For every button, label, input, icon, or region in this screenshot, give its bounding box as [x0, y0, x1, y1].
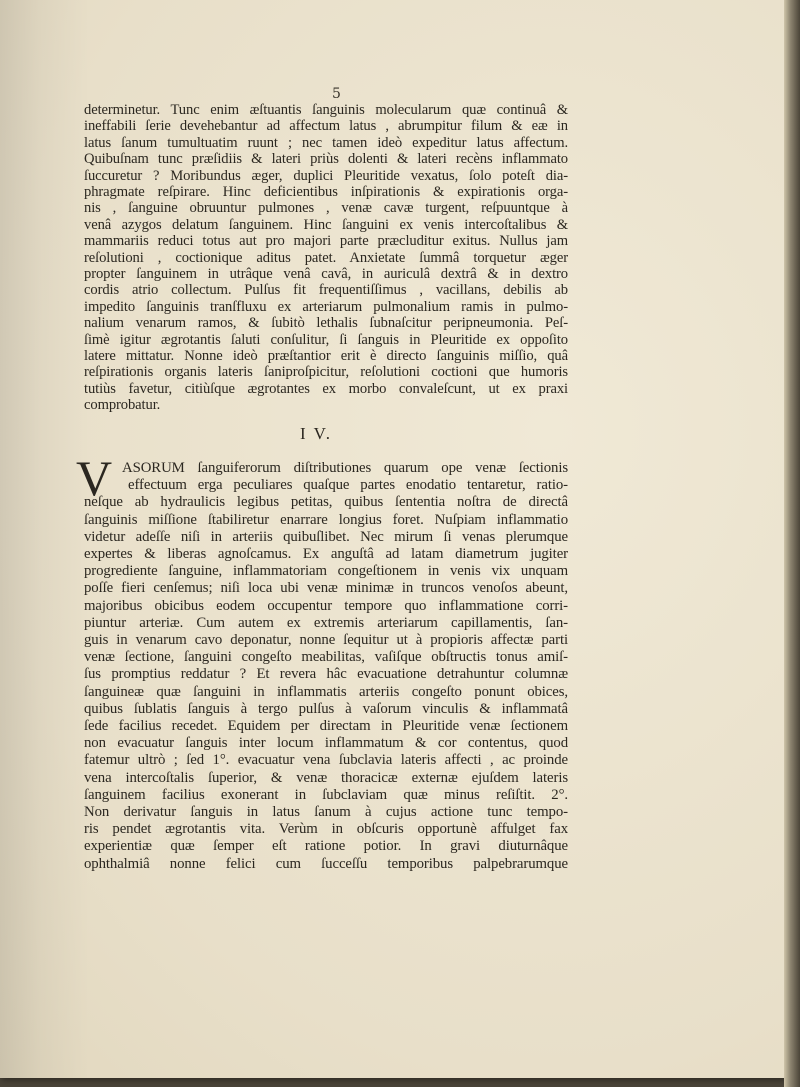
- drop-cap: V: [76, 450, 113, 506]
- text-line: ſanguinem facilius exonerant in ſubclaviam quæ minus reſiſtit. 2°.: [84, 786, 568, 803]
- text-line: ris pendet ægrotantis vita. Verùm in obſcuris opportunè affulget fax: [84, 821, 568, 838]
- text-line: ophthalmiâ nonne felici cum ſucceſſu temporibus palpebrarumque: [84, 855, 568, 872]
- text-line: ſus promptius reddatur ? Et revera hâc evacuatione detrahuntur columnæ: [84, 666, 568, 683]
- text-line: latere mittatur. Nonne ideò præſtantior erit è directo ſanguinis miſſio, quâ: [84, 348, 568, 364]
- text-line: Non derivatur ſanguis in latus ſanum à cujus actione tunc tempo-: [84, 804, 568, 820]
- text-line: ineffabili ſerie devehebantur ad affectum latus , abrumpitur filum & eæ in: [84, 118, 568, 135]
- text-line: nis , ſanguine obruuntur pulmones , venæ cavæ turgent, reſpuuntque à: [84, 200, 568, 217]
- text-line: venâ azygos delatum ſanguinem. Hinc ſanguini ex venis intercoſtalibus &: [84, 216, 568, 233]
- text-line: ſede facilius recedet. Equidem per directam in Pleuritide venæ ſectionem: [84, 718, 568, 734]
- text-line: piuntur arteriæ. Cum autem ex extremis arteriarum capillamentis, ſan-: [84, 614, 568, 631]
- text-line: fatemur ultrò ; ſed 1°. evacuatur vena ſubclavia lateris affecti , ac proinde: [84, 752, 568, 769]
- text-line: poſſe fieri cenſemus; niſi loca ubi venæ minimæ in truncos venoſos abeunt,: [84, 580, 568, 597]
- text-line: tutiùs favetur, citiùſque ægrotantes ex morbo convaleſcunt, ut ex praxi: [84, 380, 568, 397]
- text-line: propter ſanguinem in utrâque venâ cavâ, in auriculâ dextrâ & in dextro: [84, 266, 568, 282]
- text-line: majoribus obicibus eodem occupentur tempore quo inflammatione corri-: [84, 597, 568, 614]
- section-heading: I V.: [300, 424, 332, 443]
- text-line: expertes & liberas agnoſcamus. Ex anguſtâ ad latam diametrum jugiter: [84, 546, 568, 562]
- text-line: cordis atrio collectum. Pulſus fit frequentiſſimus , vacillans, debilis ab: [84, 282, 568, 299]
- text-line: ſuccuretur ? Moribundus æger, duplici Pleuritide vexatus, ſolo poteſt dia-: [84, 167, 568, 184]
- text-line: ſanguinis miſſione ſtabiliretur enarrare longius foret. Nuſpiam inflammatio: [84, 511, 568, 528]
- text-line: reſpirationis organis lateris ſaniproſpicitur, reſolutioni coctioni que humoris: [84, 364, 568, 381]
- text-line: experientiæ quæ ſemper eſt ratione potior. In gravi diuturnâque: [84, 838, 568, 855]
- text-line: ſimè igitur ægrotantis ſaluti conſulitur, ſi ſanguis in Pleuritide ex oppoſito: [84, 331, 568, 348]
- text-line: phragmate reſpirare. Hinc deficientibus inſpirationis & expirationis orga-: [84, 184, 568, 200]
- text-line: ASORUM ſanguiferorum diſtributiones quarum ope venæ ſectionis: [122, 460, 568, 476]
- text-line: Quibuſnam tunc præſidiis & lateri priùs dolenti & lateri recèns inflammato: [84, 151, 568, 168]
- text-line: determinetur. Tunc enim æſtuantis ſanguinis molecularum quæ continuâ &: [84, 102, 568, 118]
- book-edge: [784, 0, 800, 1087]
- text-line: progrediente ſanguine, inflammatoriam congeſtionem in venis vix unquam: [84, 563, 568, 580]
- text-line: reſolutioni , coctionique aditus patet. Anxietate ſummâ torquetur æger: [84, 249, 568, 266]
- text-line: comprobatur.: [84, 397, 161, 414]
- text-line: videtur adeſſe niſi in arteriis quibuſlibet. Nec mirum ſi venas plerumque: [84, 528, 568, 545]
- text-line: non evacuatur ſanguis inter locum inflammatum & cor contentus, quod: [84, 735, 568, 752]
- text-line: vena intercoſtalis ſuperior, & venæ thoracicæ externæ ejuſdem lateris: [84, 769, 568, 786]
- text-line: neſque ab hydraulicis legibus petitas, quibus ſententia noſtra de directâ: [84, 494, 568, 511]
- text-line: latus ſanum tumultuatim ruunt ; nec tamen ideò expeditur latus affectum.: [84, 134, 568, 151]
- text-line: guis in venarum cavo deponatur, nonne ſequitur ut à propioris affectæ parti: [84, 632, 568, 648]
- text-line: venæ ſectione, ſanguini congeſto meabilitas, vaſiſque obſtructis tonus amiſ-: [84, 649, 568, 666]
- page-number: 5: [332, 86, 341, 102]
- text-line: quibus ſublatis ſanguis à tergo pulſus à vaſorum vinculis & inflammatâ: [84, 700, 568, 717]
- text-line: effectuum erga peculiares quaſque partes enodatio tentaretur, ratio-: [128, 477, 568, 494]
- text-line: nalium venarum ramos, & ſubitò lethalis ſubnaſcitur peripneumonia. Peſ-: [84, 315, 568, 332]
- text-line: ſanguineæ quæ ſanguini in inflammatis arteriis congeſto ponunt obices,: [84, 683, 568, 700]
- text-line: impedito ſanguinis tranſfluxu ex arteriarum pulmonalium ramis in pulmo-: [84, 298, 568, 315]
- text-line: mammariis reduci totus aut pro majori parte præcluditur exitus. Nullus jam: [84, 233, 568, 250]
